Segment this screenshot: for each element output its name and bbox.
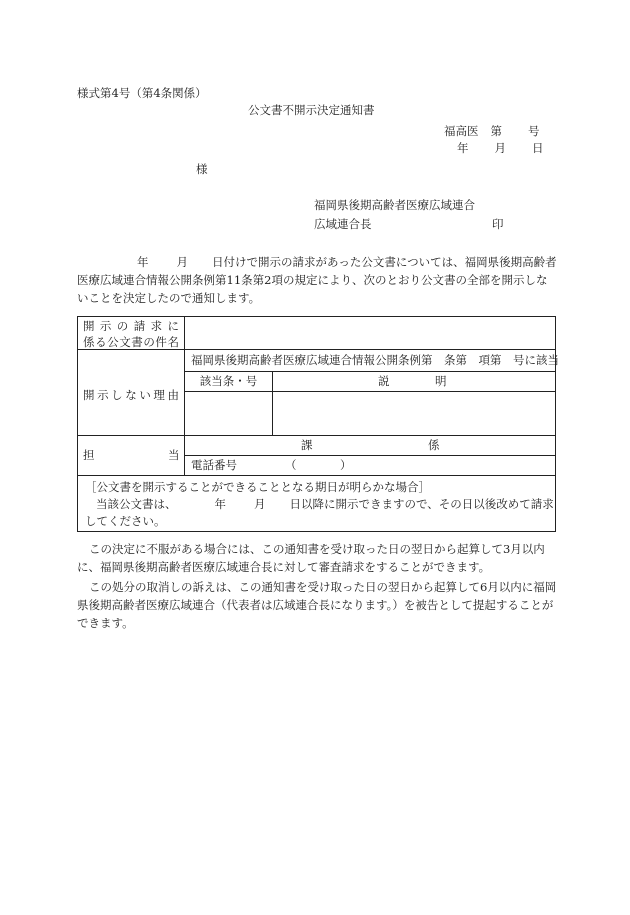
reason-label: 開示しない理由: [83, 388, 179, 402]
ref-dai: 第: [490, 124, 502, 138]
contact-label-b: 当: [168, 448, 180, 462]
seal-mark: 印: [492, 217, 504, 231]
date-month: 月: [494, 141, 506, 155]
explain-col-header-a: 説: [378, 374, 390, 388]
article-col-header: 該当条・号: [199, 374, 258, 388]
sender-organization: 福岡県後期高齢者医療広域連合: [314, 198, 475, 212]
contact-phone-close: ）: [340, 458, 352, 472]
article-field[interactable]: [185, 392, 272, 435]
date-day: 日: [532, 141, 544, 155]
subject-field[interactable]: [185, 317, 555, 349]
contact-label-a: 担: [83, 448, 95, 462]
document-title: 公文書不開示決定通知書: [248, 103, 375, 117]
appeal-paragraph: [77, 540, 557, 576]
contact-phone-label: 電話番号: [191, 458, 237, 472]
lawsuit-paragraph: [77, 578, 557, 632]
ref-org: 福高医: [444, 124, 479, 138]
disclosure-date-line1: [96, 499, 554, 511]
date-year: 年: [457, 141, 469, 155]
reference-number: [444, 126, 540, 138]
disclosure-line1-d: 日以降に開示できますので、その日以後改めて請求: [289, 497, 554, 511]
appeal-text: この決定に不服がある場合には、この通知書を受け取った日の翌日から起算して3月以内に、福岡県後期高齢者医療広域連合長に対して審査請求をすることができます。: [77, 542, 545, 574]
disclosure-date-heading: ［公文書を開示することができることとなる期日が明らかな場合］: [85, 480, 430, 494]
intro-year: 年: [137, 255, 149, 269]
subject-label-line2: 係る公文書の件名: [83, 335, 179, 349]
disclosure-date-line2: してください。: [85, 514, 166, 528]
lawsuit-text: この処分の取消しの訴えは、この通知書を受け取った日の翌日から起算して6月以内に福岡県後期高齢者医療広域連合（代表者は広域連合長になります。）を被告として提起することができます。: [77, 580, 557, 630]
disclosure-line1-month: 月: [254, 497, 266, 511]
intro-month: 月: [176, 255, 188, 269]
ref-go: 号: [528, 124, 540, 138]
decision-table: [77, 316, 559, 532]
disclosure-line1-a: 当該公文書は、: [96, 497, 177, 511]
intro-text: 日付けで開示の請求があった公文書については、福岡県後期高齢者医療広域連合情報公開条例第11条第2項の規定により、次のとおり公文書の全部を開示しないことを決定したので通知します。: [77, 255, 557, 305]
explain-field[interactable]: [273, 392, 555, 435]
recipient-suffix: 様: [196, 162, 208, 176]
issue-date: [457, 143, 544, 155]
subject-label: [83, 318, 179, 350]
reason-statute: 福岡県後期高齢者医療広域連合情報公開条例第 条第 項第 号に該当: [191, 353, 559, 367]
contact-ka: 課: [301, 438, 313, 452]
sender-title: 広域連合長: [314, 217, 372, 231]
disclosure-line1-year: 年: [214, 497, 226, 511]
explain-col-header-b: 明: [435, 374, 447, 388]
intro-paragraph: [77, 253, 557, 307]
contact-phone-open: （: [285, 458, 297, 472]
contact-kakari: 係: [428, 438, 440, 452]
subject-label-line1: 開示の請求に: [83, 319, 179, 333]
form-number: 様式第4号（第4条関係）: [77, 86, 207, 100]
